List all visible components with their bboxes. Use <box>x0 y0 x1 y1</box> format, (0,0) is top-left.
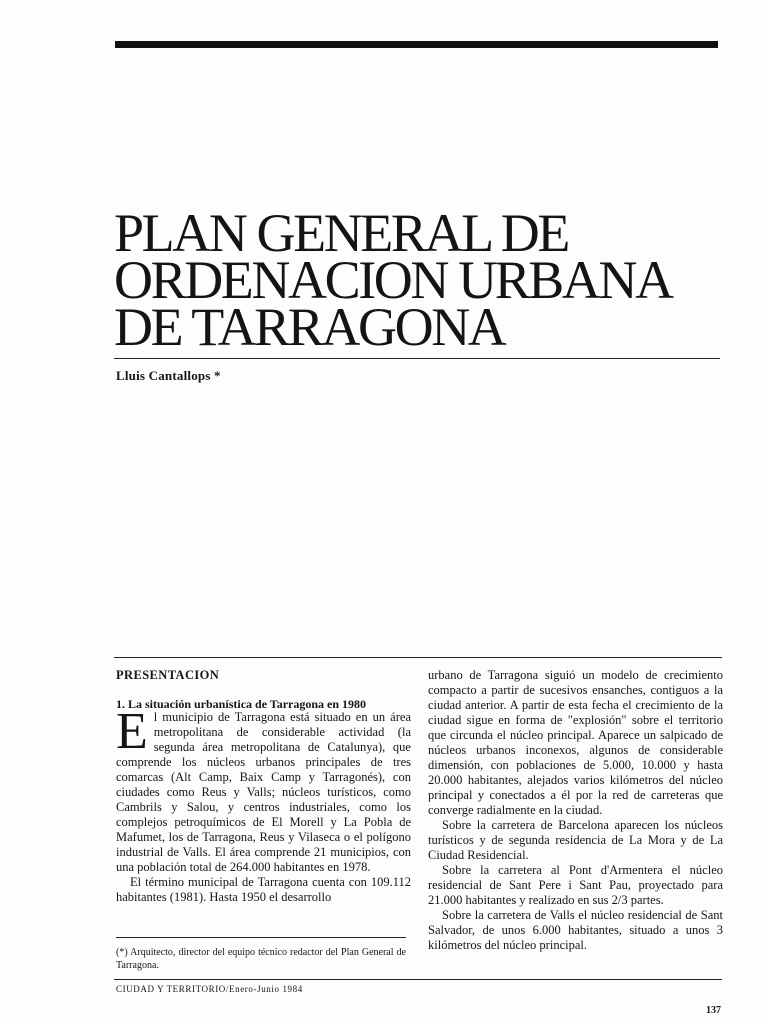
paragraph-3: urbano de Tarragona siguió un modelo de crecimiento compacto a partir de sucesivos ensanches, contiguos a la ciudad anterior. A partir de esta fecha el crecimiento de la ciudad sigue en forma de "explosión" sobre el territorio que circunda el núcleo principal. Aparece un salpicado de núcleos urbanos inconexos, algunos de considerable dimensión, con poblaciones de 5.000, 10.000 y hasta 20.000 habitantes, alejados varios kilómetros del núcleo principal y conectados a él por la red de carreteras que converge radialmente en la ciudad. <box>428 668 723 817</box>
page-number: 137 <box>706 1005 721 1016</box>
subsection-heading: 1. La situación urbanística de Tarragona en 1980 <box>116 697 367 711</box>
article-title <box>114 203 672 357</box>
top-rule <box>115 41 718 48</box>
footnote: (*) Arquitecto, director del equipo técnico redactor del Plan General de Tarragona. <box>116 947 406 971</box>
title-line-2: ORDENACION URBANA <box>114 250 672 310</box>
footer-rule <box>114 979 722 980</box>
footnote-rule <box>116 937 406 938</box>
section-heading: PRESENTACION <box>116 668 220 682</box>
paragraph-1-text: l municipio de Tarragona está situado en un área metropolitana de considerable actividad (la segunda área metropolitana de Catalunya), que comprende los núcleos urbanos principales de tres comarcas (Alt Camp, Baix Camp y Tarragonés), con ciudades como Reus y Valls; núcleos turísticos, como Cambrils y Salou, y centros industriales, como los complejos petroquímicos de El Morell y La Pobla de Mafumet, los de Tarragona, Reus y Vilaseca o el polígono industrial de Valls. El área comprende 21 municipios, con una población total de 264.000 habitantes en 1978. <box>116 710 411 874</box>
paragraph-6: Sobre la carretera de Valls el núcleo residencial de Sant Salvador, de unos 6.000 habitantes, situado a unos 3 kilómetros del núcleo principal. <box>428 908 723 952</box>
paragraph-5: Sobre la carretera al Pont d'Armentera el núcleo residencial de Sant Pere i Sant Pau, proyectado para 21.000 habitantes y realizado en sus 2/3 partes. <box>428 863 723 907</box>
paragraph-4: Sobre la carretera de Barcelona aparecen los núcleos turísticos y de segunda residencia de La Mora y de La Ciudad Residencial. <box>428 818 723 862</box>
drop-cap: E <box>116 703 148 760</box>
title-line-3: DE TARRAGONA <box>114 297 505 357</box>
paragraph-2: El término municipal de Tarragona cuenta con 109.112 habitantes (1981). Hasta 1950 el desarrollo <box>116 875 411 904</box>
journal-footer: CIUDAD Y TERRITORIO/Enero-Junio 1984 <box>116 984 303 994</box>
title-rule <box>114 358 720 359</box>
right-column <box>428 668 723 953</box>
title-line-1: PLAN GENERAL DE <box>114 203 568 263</box>
section-rule <box>114 657 722 658</box>
author-name: Lluis Cantallops * <box>116 368 221 383</box>
